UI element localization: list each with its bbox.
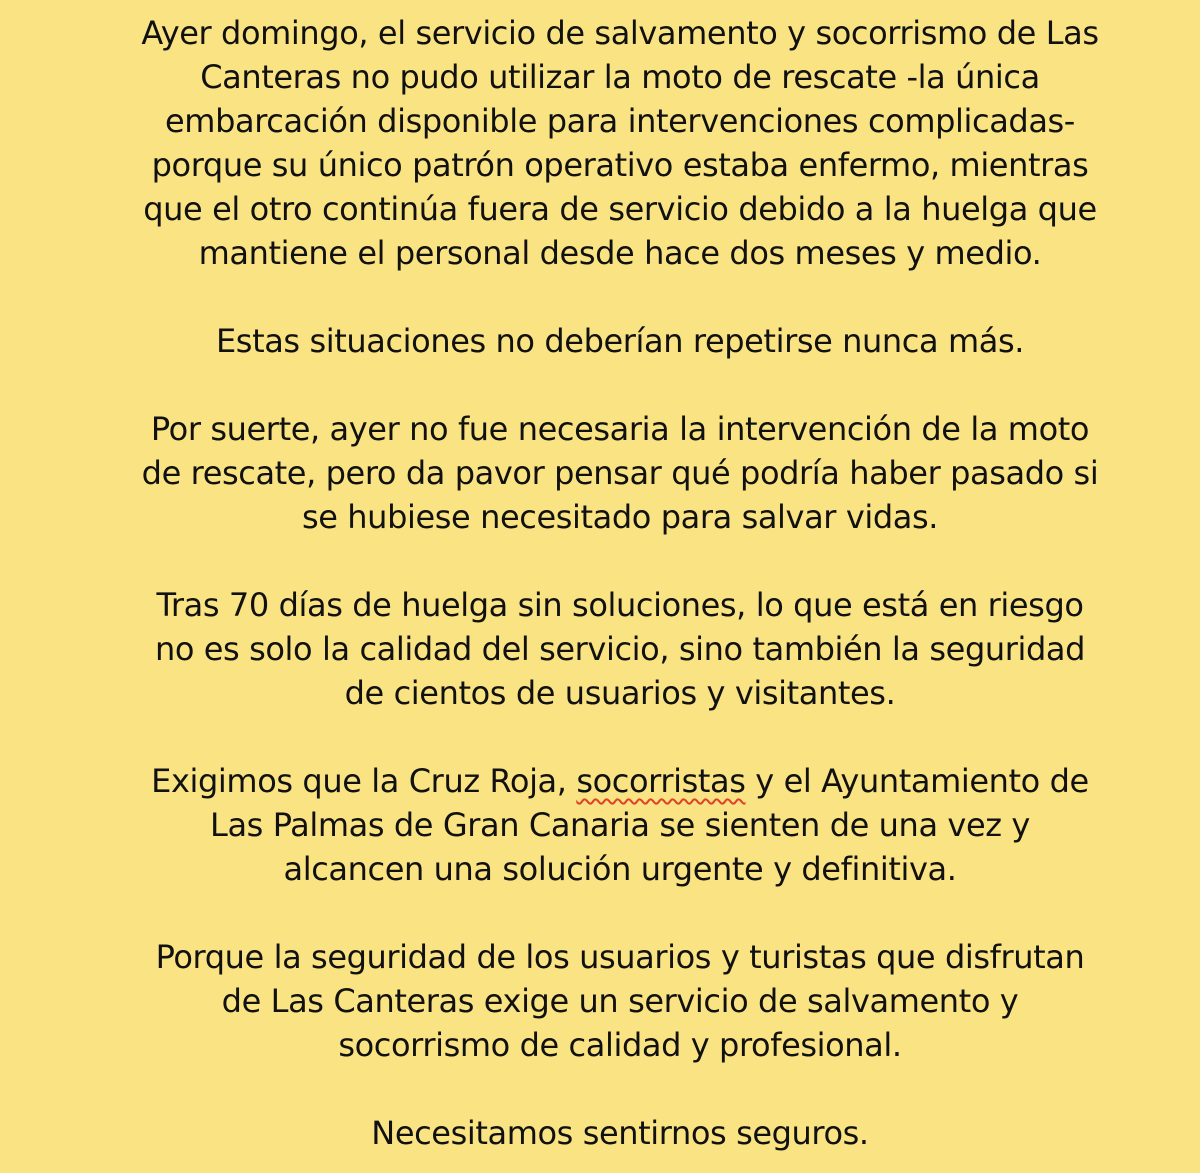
paragraph-7: Necesitamos sentirnos seguros. — [371, 1114, 869, 1152]
paragraph-1: Ayer domingo, el servicio de salvamento y socorrismo de Las Canteras no pudo utilizar la moto de rescate -la única embarcación disponible para intervenciones complicadas- porque su único patrón operativo estaba enfermo, mientras que el otro continúa fuera de servicio debido a la huelga que mantiene el personal desde hace dos meses y medio. — [141, 14, 1099, 272]
paragraph-3: Por suerte, ayer no fue necesaria la intervención de la moto de rescate, pero da pavor pensar qué podría haber pasado si se hubiese necesitado para salvar vidas. — [141, 410, 1099, 536]
paragraph-5-end: y el Ayuntamiento de Las Palmas de Gran Canaria se sienten de una vez y alcancen una solución urgente y definitiva. — [210, 762, 1089, 888]
paragraph-5-start: Exigimos que la Cruz Roja, — [151, 762, 577, 800]
note-body — [60, 11, 1180, 1155]
spellcheck-flagged-word[interactable]: socorristas — [576, 762, 746, 800]
paragraph-2: Estas situaciones no deberían repetirse nunca más. — [215, 322, 1025, 360]
paragraph-6: Porque la seguridad de los usuarios y turistas que disfrutan de Las Canteras exige un servicio de salvamento y socorrismo de calidad y profesional. — [155, 938, 1085, 1064]
paragraph-4: Tras 70 días de huelga sin soluciones, lo que está en riesgo no es solo la calidad del servicio, sino también la seguridad de cientos de usuarios y visitantes. — [154, 586, 1086, 712]
paragraph-5 — [60, 759, 1180, 891]
